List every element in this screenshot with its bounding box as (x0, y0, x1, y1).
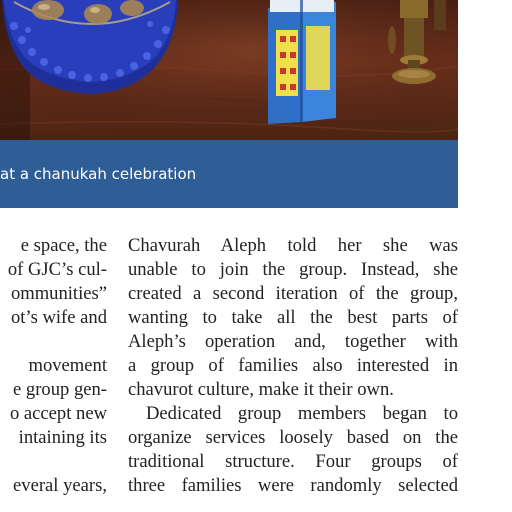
text-line: everal years, (13, 475, 107, 496)
text-line: Aleph’s operation and, together with (128, 331, 458, 352)
paragraph-gap (0, 450, 107, 474)
text-line: Chavurah Aleph told her she was (128, 235, 458, 256)
paragraph-gap (0, 330, 107, 354)
text-line: e group gen- (13, 379, 107, 400)
text-line: chavurot culture, make it their own. (128, 379, 394, 400)
article-column-left (0, 234, 107, 498)
text-line: movement (28, 355, 107, 376)
article-column-right (128, 234, 458, 498)
celebration-photo-image (0, 0, 458, 140)
text-line: e space, the (20, 235, 107, 256)
dreidel-box-icon (268, 0, 336, 124)
text-line: ommunities” (10, 283, 107, 304)
text-line: organize services loosely based on the (128, 427, 458, 448)
text-line: unable to join the group. Instead, she (128, 259, 458, 280)
text-line: a group of families also interested in (128, 355, 458, 376)
text-line: three families were randomly selected (128, 475, 458, 496)
photo-caption: at a chanukah celebration (0, 165, 197, 183)
text-line: wanting to take all the best parts of (128, 307, 458, 328)
text-line: intaining its (18, 427, 107, 448)
text-line: of GJC’s cul- (7, 259, 107, 280)
text-line: ot’s wife and (10, 307, 107, 328)
text-line: o accept new (9, 403, 107, 424)
text-line: traditional structure. Four groups of (128, 451, 458, 472)
text-line: Dedicated group members began to (146, 403, 458, 424)
celebration-photo (0, 0, 458, 140)
text-line: created a second iteration of the group, (128, 283, 458, 304)
